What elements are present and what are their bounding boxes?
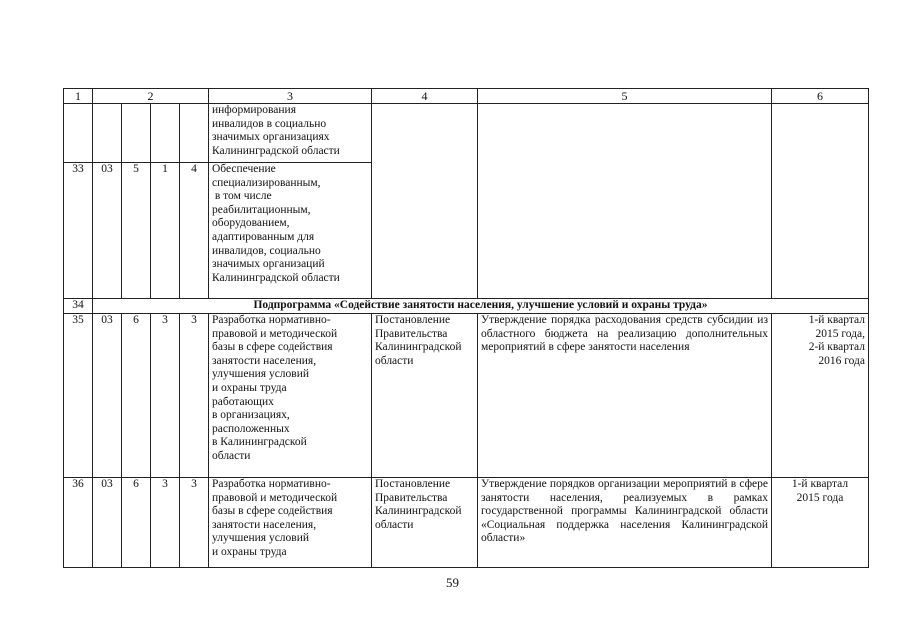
cell-empty	[93, 104, 122, 163]
cell-row-number: 36	[64, 478, 93, 568]
cell-code-c: 1	[151, 163, 180, 299]
cell-empty	[151, 104, 180, 163]
table-row	[64, 478, 869, 568]
text-line: области	[375, 354, 414, 367]
text-line: Калининградской	[375, 341, 462, 354]
cell-code-a: 03	[93, 478, 122, 568]
text-line: Постановление	[375, 478, 451, 490]
cell-code-b: 6	[122, 314, 151, 478]
cell-document	[372, 314, 478, 478]
text-line: правовой и методической	[212, 327, 338, 340]
cell-code-c: 3	[151, 314, 180, 478]
text-line: в организациях,	[212, 409, 290, 422]
text-line: базы в сфере содействия	[212, 341, 333, 354]
cell-code-d: 3	[180, 314, 209, 478]
text-line: 2015 года	[796, 491, 844, 504]
text-line: занятости населения,	[212, 354, 317, 367]
text-line: значимых организациях	[212, 131, 330, 144]
header-col-3: 3	[209, 89, 372, 104]
cell-empty	[122, 104, 151, 163]
text-line: Правительства	[375, 491, 448, 504]
text-line: 2016 года	[818, 354, 865, 367]
cell-measure	[209, 104, 372, 163]
text-line: информирования	[212, 104, 296, 116]
cell-code-d: 3	[180, 478, 209, 568]
text-line: и охраны труда	[212, 545, 287, 558]
cell-row-number: 34	[64, 299, 93, 314]
text-line: области	[375, 518, 414, 531]
text-line: Разработка нормативно-	[212, 314, 331, 326]
text-line: адаптированным для	[212, 230, 315, 243]
cell-measure	[209, 478, 372, 568]
text-line: Правительства	[375, 327, 448, 340]
cell-deadline	[772, 478, 869, 568]
cell-code-d: 4	[180, 163, 209, 299]
text-line: оборудованием,	[212, 217, 290, 230]
header-col-1: 1	[64, 89, 93, 104]
cell-document	[372, 478, 478, 568]
cell-code-a: 03	[93, 163, 122, 299]
document-page	[63, 88, 868, 568]
text-line: инвалидов в социально	[212, 117, 327, 130]
cell-row-number: 33	[64, 163, 93, 299]
text-line: и охраны труда	[212, 381, 287, 394]
cell-code-b: 5	[122, 163, 151, 299]
text-line: Обеспечение	[212, 163, 276, 175]
text-line: 2-й квартал	[808, 341, 865, 354]
text-line: Постановление	[375, 314, 451, 326]
text-line: значимых организаций	[212, 258, 325, 271]
cell-document	[372, 104, 478, 299]
text-line: работающих	[212, 395, 274, 408]
cell-empty	[180, 104, 209, 163]
cell-code-c: 3	[151, 478, 180, 568]
program-table	[63, 88, 869, 568]
header-col-4: 4	[372, 89, 478, 104]
text-line: 2015 года,	[815, 327, 865, 340]
table-row	[64, 314, 869, 478]
cell-code-a: 03	[93, 314, 122, 478]
table-row	[64, 104, 869, 163]
text-line: базы в сфере содействия	[212, 505, 333, 518]
cell-content: Утверждение порядка расходования средств субсидии из областного бюджета на реализацию дополнительных мероприятий в сфере занятости населения	[478, 314, 772, 478]
subprogram-row	[64, 299, 869, 314]
text-line: расположенных	[212, 422, 290, 435]
text-line: специализированным,	[212, 176, 321, 189]
header-row	[64, 89, 869, 104]
text-line: Калининградской области	[212, 144, 340, 157]
cell-content: Утверждение порядков организации мероприятий в сфере занятости населения, реализуемых в рамках государственной программы Калининградской области «Социальная поддержка населения Калининградской области»	[478, 478, 772, 568]
text-line: 1-й квартал	[808, 314, 865, 326]
text-line: правовой и методической	[212, 491, 338, 504]
cell-row-number: 35	[64, 314, 93, 478]
cell-measure	[209, 314, 372, 478]
text-line: области	[212, 449, 251, 462]
text-line: улучшения условий	[212, 368, 310, 381]
text-line: в том числе	[212, 190, 272, 203]
cell-content	[478, 104, 772, 299]
cell-deadline	[772, 314, 869, 478]
text-line: 1-й квартал	[791, 478, 849, 490]
text-line: реабилитационным,	[212, 203, 311, 216]
subprogram-title: Подпрограмма «Содействие занятости населения, улучшение условий и охраны труда»	[93, 299, 869, 314]
text-line: Калининградской	[375, 505, 462, 518]
header-col-2: 2	[93, 89, 209, 104]
cell-code-b: 6	[122, 478, 151, 568]
text-line: улучшения условий	[212, 532, 310, 545]
text-line: Калининградской области	[212, 271, 340, 284]
text-line: в Калининградской	[212, 436, 307, 449]
text-line: инвалидов, социально	[212, 244, 321, 257]
cell-deadline	[772, 104, 869, 299]
page-number: 59	[446, 575, 459, 590]
header-col-5: 5	[478, 89, 772, 104]
header-col-6: 6	[772, 89, 869, 104]
cell-measure	[209, 163, 372, 299]
text-line: занятости населения,	[212, 518, 317, 531]
cell-empty	[64, 104, 93, 163]
text-line: Разработка нормативно-	[212, 478, 331, 490]
